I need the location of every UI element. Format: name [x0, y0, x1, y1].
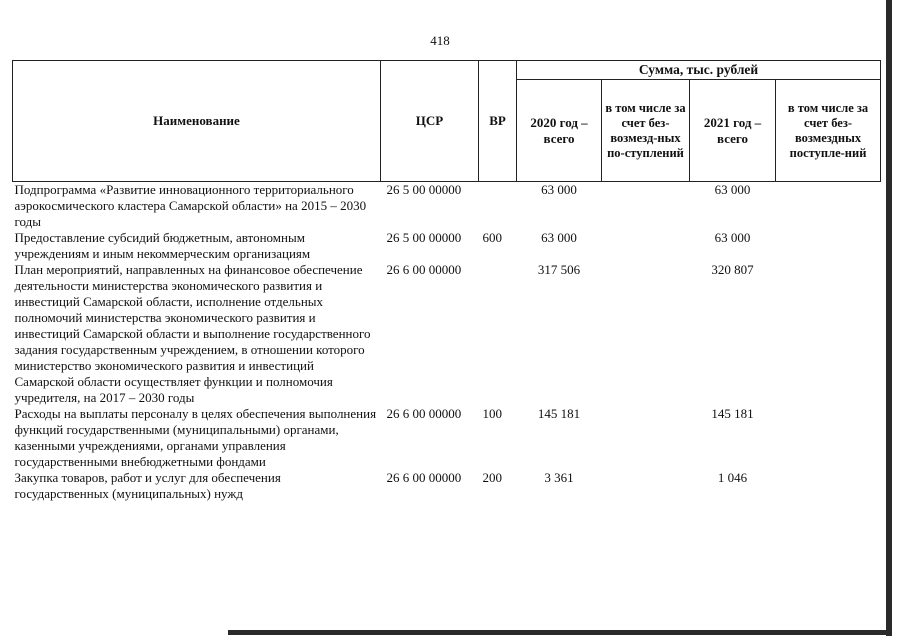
row-2021-free — [776, 262, 881, 406]
row-2021-total: 320 807 — [711, 262, 754, 277]
row-2021-free — [776, 230, 881, 262]
header-row-top — [13, 61, 881, 80]
table-row — [13, 406, 881, 470]
row-2020-free — [602, 182, 690, 231]
header-2020-total: 2020 год – всего — [517, 80, 602, 182]
row-vr: 600 — [482, 230, 502, 245]
row-2020-total: 317 506 — [537, 262, 581, 277]
row-name: Закупка товаров, работ и услуг для обеспечения государственных (муниципальных) нужд — [14, 470, 281, 501]
row-csr: 26 6 00 00000 — [386, 406, 462, 421]
row-2021-free — [776, 470, 881, 502]
row-2021-free — [776, 406, 881, 470]
page-number: 418 — [430, 33, 450, 48]
header-name: Наименование — [13, 61, 381, 182]
scan-edge-bottom — [228, 630, 892, 635]
row-2021-total: 145 181 — [711, 406, 754, 421]
row-vr — [479, 182, 517, 231]
header-2021-total: 2021 год – всего — [690, 80, 776, 182]
budget-table — [12, 60, 881, 502]
table-row — [13, 182, 881, 231]
table-row — [13, 470, 881, 502]
row-2021-free — [776, 182, 881, 231]
row-name: План мероприятий, направленных на финансовое обеспечение деятельности министерства экономического развития и инвестиций Самарской области, исполнение отдельных полномочий министерства экономического развития и инвестиций Самарской области и выполнение государственного задания государственным учреждением, в отношении которого министерство экономического развития и инвестиций Самарской области осуществляет функции и полномочия учредителя, на 2017 – 2030 годы — [14, 262, 371, 405]
table-row — [13, 262, 881, 406]
row-vr: 200 — [482, 470, 502, 485]
row-name: Предоставление субсидий бюджетным, автономным учреждениям и иным некоммерческим организациям — [14, 230, 311, 261]
header-csr: ЦСР — [381, 61, 479, 182]
row-2020-total: 63 000 — [541, 230, 577, 245]
row-2021-total: 1 046 — [717, 470, 748, 485]
header-2020-free: в том числе за счет без-возмезд-ных по-ступлений — [602, 80, 690, 182]
row-csr: 26 5 00 00000 — [386, 230, 462, 245]
row-2020-total: 145 181 — [537, 406, 581, 421]
row-2020-free — [602, 262, 690, 406]
row-csr: 26 6 00 00000 — [386, 262, 462, 277]
row-2020-free — [602, 470, 690, 502]
table-row — [13, 230, 881, 262]
row-2020-total: 63 000 — [517, 182, 602, 231]
row-vr — [479, 262, 517, 406]
row-name: Расходы на выплаты персоналу в целях обеспечения выполнения функций государственными (муниципальными) органами, казенными учреждениями, органами управления государственными внебюджетными фондами — [14, 406, 377, 469]
row-name: Подпрограмма «Развитие инновационного территориального аэрокосмического кластера Самарской области» на 2015 – 2030 годы — [13, 182, 381, 231]
header-2021-free: в том числе за счет без-возмездных поступле-ний — [776, 80, 881, 182]
header-vr: ВР — [479, 61, 517, 182]
row-2020-total: 3 361 — [544, 470, 574, 485]
row-csr: 26 6 00 00000 — [386, 470, 462, 485]
row-csr: 26 5 00 00000 — [381, 182, 479, 231]
header-sum-group: Сумма, тыс. рублей — [517, 61, 881, 80]
row-2021-total: 63 000 — [690, 182, 776, 231]
row-2021-total: 63 000 — [714, 230, 751, 245]
row-vr: 100 — [482, 406, 502, 421]
scan-edge-right — [886, 0, 892, 636]
row-2020-free — [602, 406, 690, 470]
row-2020-free — [602, 230, 690, 262]
